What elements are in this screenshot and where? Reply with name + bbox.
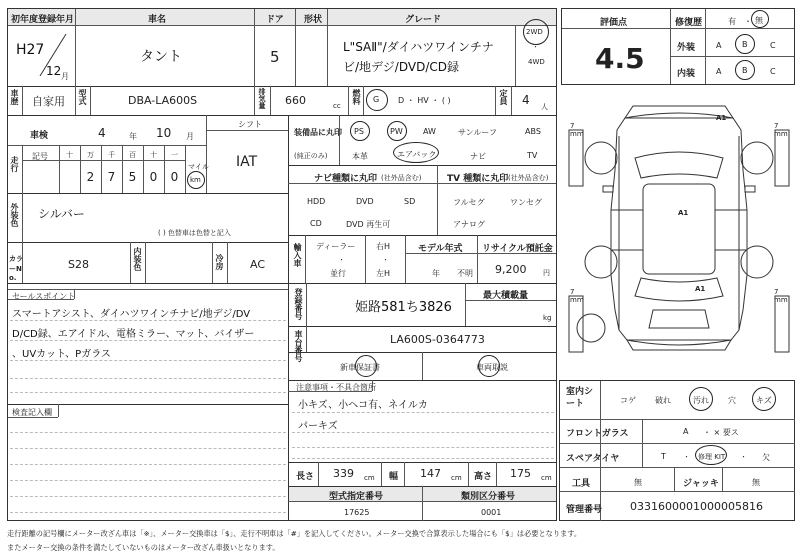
equipment-label: 装備品に丸印	[294, 128, 342, 137]
diag-mark-front: A1	[716, 114, 727, 122]
grade-header: グレード	[405, 15, 442, 25]
width-label: 幅	[389, 472, 399, 482]
shape-header: 形状	[304, 15, 323, 25]
glass-x: ・ × 要ス	[703, 428, 739, 437]
class-num-value: 0001	[481, 508, 502, 517]
glass-label: フロントガラス	[566, 429, 629, 439]
notes-line1: 小キズ、小ヘコ有、ネイルカ	[298, 400, 428, 411]
selling-line3: 、UVカット、Pガラス	[12, 349, 111, 360]
mileage-digit: 0	[170, 170, 179, 184]
displacement-value: 660	[285, 94, 306, 107]
chassis-value: LA600S-0364773	[390, 333, 485, 346]
height-label: 高さ	[474, 472, 493, 482]
import-parallel: 並行	[330, 269, 346, 278]
navi-title: ナビ種類に丸印	[314, 174, 378, 184]
spare-label: スペアタイヤ	[566, 454, 620, 464]
tools-label: 工具	[572, 479, 591, 489]
grade-line1: L"SAⅡ"/ダイハツワインチナ	[343, 40, 494, 54]
equip-abs: ABS	[525, 127, 541, 136]
mileage-digit-head: 百	[129, 151, 136, 159]
mgmt-label: 管理番号	[566, 505, 603, 515]
drive-dot: ・	[532, 43, 539, 51]
mileage-digit: 2	[86, 170, 95, 184]
class-num-label: 類別区分番号	[461, 492, 516, 502]
navi-dvd: DVD	[356, 197, 374, 206]
recycle-value: 9,200	[495, 263, 527, 276]
navi-sd: SD	[404, 197, 416, 206]
height-value: 175	[510, 467, 531, 480]
first-reg-month: 12	[46, 64, 62, 78]
shift-value: IAT	[236, 154, 258, 170]
sheet-kizu: キズ	[756, 396, 772, 405]
footer-line2: またメーター交換の条件を満たしていないものはメーター改ざん車扱いとなります。	[7, 543, 280, 552]
type-num-label: 型式指定番号	[329, 492, 384, 502]
shift-label: シフト	[238, 120, 262, 129]
length-unit: cm	[364, 474, 375, 482]
drive-2wd: 2WD	[526, 28, 543, 36]
mileage-mark-label: 記号	[32, 152, 48, 161]
color-paren-note: ( ) 色替車は色替と記入	[158, 229, 231, 237]
drive-4wd: 4WD	[528, 58, 545, 66]
import-dealer: ディーラー	[316, 242, 356, 251]
interior-a: A	[716, 67, 722, 76]
inspection-label: 車検	[30, 131, 49, 141]
navi-hdd: HDD	[307, 197, 326, 206]
warranty-label: 新車保証書	[340, 363, 380, 372]
exterior-b: B	[742, 40, 748, 49]
inspection-year-unit: 年	[129, 132, 137, 141]
color-no-value: S28	[68, 258, 89, 271]
model-year-unit: 年	[432, 269, 440, 278]
spare-none: 欠	[762, 453, 770, 462]
glass-a: A	[683, 427, 689, 436]
exterior-c: C	[770, 41, 776, 50]
main-form	[7, 8, 557, 521]
displacement-label: 排気量	[258, 88, 266, 109]
import-dot: ・	[338, 256, 345, 264]
plate-label: 登録番号	[294, 288, 303, 320]
mileage-digit-head: 十	[66, 151, 73, 159]
interior-b: B	[742, 66, 748, 75]
first-reg-year: H27	[16, 42, 45, 58]
width-value: 147	[420, 467, 441, 480]
mileage-digit-head: 一	[171, 151, 178, 159]
inspection-month-unit: 月	[186, 132, 194, 141]
sheet-koge: コゲ	[620, 396, 636, 405]
mileage-digit: 5	[128, 170, 137, 184]
spare-dot2: ・	[740, 453, 747, 461]
repair-label: 修復歴	[675, 18, 703, 28]
model-year-value: 不明	[457, 269, 473, 278]
first-reg-month-unit: 月	[61, 72, 69, 81]
score-label: 評価点	[600, 18, 628, 28]
sheet-yabure: 破れ	[655, 396, 671, 405]
category-value: 自家用	[32, 95, 65, 108]
inspector-label: 検査記入欄	[12, 408, 52, 417]
diag-corner-tr: 7 mm	[774, 122, 788, 138]
length-value: 339	[333, 467, 354, 480]
equip-sunroof: サンルーフ	[458, 128, 497, 137]
interior-sheet-label: 室内シート	[566, 387, 594, 409]
model-label: 型式	[78, 89, 87, 105]
color-value: シルバー	[38, 207, 85, 221]
import-label: 輸入車	[293, 243, 302, 267]
door-header: ドア	[266, 15, 284, 25]
equip-pw: PW	[390, 127, 403, 136]
manual-label: 車両取説	[476, 363, 508, 372]
tv-title: TV 種類に丸印	[447, 174, 509, 184]
diag-corner-br: 7 mm	[774, 288, 788, 304]
jack-label: ジャッキ	[683, 479, 719, 489]
capacity-value: 4	[522, 93, 530, 107]
car-name-value: タント	[140, 49, 182, 65]
equip-ps: PS	[354, 127, 364, 136]
capacity-unit: 人	[541, 103, 548, 111]
length-label: 長さ	[296, 472, 315, 482]
import-right-h: 右H	[376, 242, 391, 251]
grade-line2: ビ/地デジ/DVD/CD録	[343, 60, 459, 74]
mileage-digit: 0	[149, 170, 158, 184]
spare-dot: ・	[683, 453, 690, 461]
diag-mark-rear: A1	[695, 285, 706, 293]
car-name-header: 車名	[148, 15, 167, 25]
exterior-label: 外装	[677, 43, 696, 53]
spare-kit: 修理 KIT	[698, 453, 726, 461]
first-reg-header: 初年度登録年月	[11, 15, 75, 25]
category-label: 車歴	[10, 89, 19, 105]
door-value: 5	[270, 48, 280, 66]
color-no-label: カラーNo.	[9, 255, 23, 282]
selling-line2: D/CD録、エアイドル、電格ミラー、マット、バイザー	[12, 329, 255, 340]
mileage-digit-head: 万	[87, 151, 94, 159]
notes-line2: パーキズ	[298, 421, 338, 432]
width-unit: cm	[451, 474, 462, 482]
car-damage-diagram	[563, 100, 795, 380]
equip-airbag: エアバック	[397, 150, 437, 159]
mgmt-value: 0331600001000005816	[630, 500, 763, 513]
max-load-label: 最大積載量	[483, 291, 529, 301]
chassis-label: 車台番号	[294, 330, 303, 362]
diag-corner-bl: 7 mm	[570, 288, 584, 304]
mileage-digit: 7	[107, 170, 116, 184]
interior-label: 内装	[677, 69, 696, 79]
mileage-digit-head: 十	[150, 151, 157, 159]
mileage-digit-head: 千	[108, 151, 115, 159]
inspection-month: 10	[156, 126, 172, 140]
tools-value: 無	[634, 478, 642, 487]
score-value: 4.5	[595, 42, 645, 75]
repair-yes: 有	[728, 17, 736, 26]
repair-dot: ・	[744, 17, 752, 26]
tv-analog: アナログ	[453, 220, 485, 229]
navi-title-sub: (社外品含む)	[381, 174, 422, 182]
max-load-unit: kg	[543, 314, 552, 322]
equip-leather: 本革	[352, 152, 368, 161]
selling-line1: スマートアシスト、ダイハツワインチナビ/地デジ/DV	[12, 309, 251, 320]
tv-title-sub: (社外品含む)	[508, 174, 549, 182]
ac-value: AC	[250, 258, 266, 271]
plate-value: 姫路581ち3826	[355, 300, 452, 315]
model-year-label: モデル年式	[418, 244, 463, 254]
mileage-unit-mile: マイル	[188, 163, 209, 171]
inspection-year: 4	[98, 126, 106, 140]
mileage-unit-km: km	[190, 176, 201, 184]
ac-label: 冷房	[215, 254, 224, 270]
navi-dvd-play: DVD 再生可	[346, 220, 391, 229]
interior-color-label: 内装色	[133, 247, 142, 271]
notes-label: 注意事項・不具合箇所	[296, 383, 376, 392]
model-value: DBA-LA600S	[128, 94, 198, 107]
footer-line1: 走行距離の記号欄にメーター改ざん車は「※」、メーター交換車は「$」、走行不明車は「#」を記入してください。メーター交換で合算表示した場合にも「$」は必要となります。	[7, 529, 582, 538]
jack-value: 無	[752, 478, 760, 487]
import-dot2: ・	[382, 256, 389, 264]
sheet-ana: 穴	[728, 396, 736, 405]
recycle-unit: 円	[543, 269, 550, 277]
equip-aw: AW	[423, 127, 436, 136]
color-label: 外装色	[10, 203, 19, 227]
navi-cd: CD	[310, 219, 322, 228]
recycle-label: リサイクル預託金	[482, 244, 553, 254]
fuel-options: D ・ HV ・ ( )	[398, 96, 451, 105]
exterior-a: A	[716, 41, 722, 50]
repair-no: 無	[755, 16, 763, 25]
equip-navi: ナビ	[470, 152, 486, 161]
interior-c: C	[770, 67, 776, 76]
type-num-value: 17625	[344, 508, 370, 517]
height-unit: cm	[541, 474, 552, 482]
selling-label: セールスポイント	[12, 292, 76, 301]
equip-tv: TV	[527, 151, 538, 160]
spare-t: T	[661, 452, 666, 461]
fuel-label: 燃料	[352, 89, 361, 105]
tv-oneseg: ワンセグ	[510, 198, 542, 207]
diag-corner-tl: 7 mm	[570, 122, 584, 138]
sheet-yogore: 汚れ	[693, 396, 709, 405]
cc-unit: cc	[333, 102, 341, 110]
mileage-label: 走行	[10, 156, 19, 172]
capacity-label: 定員	[499, 89, 508, 105]
equipment-label-sub: (純正のみ)	[294, 152, 328, 160]
tv-fullseg: フルセグ	[453, 198, 485, 207]
fuel-g: G	[373, 95, 380, 104]
diag-mark-roof: A1	[678, 209, 689, 217]
import-left-h: 左H	[376, 269, 391, 278]
